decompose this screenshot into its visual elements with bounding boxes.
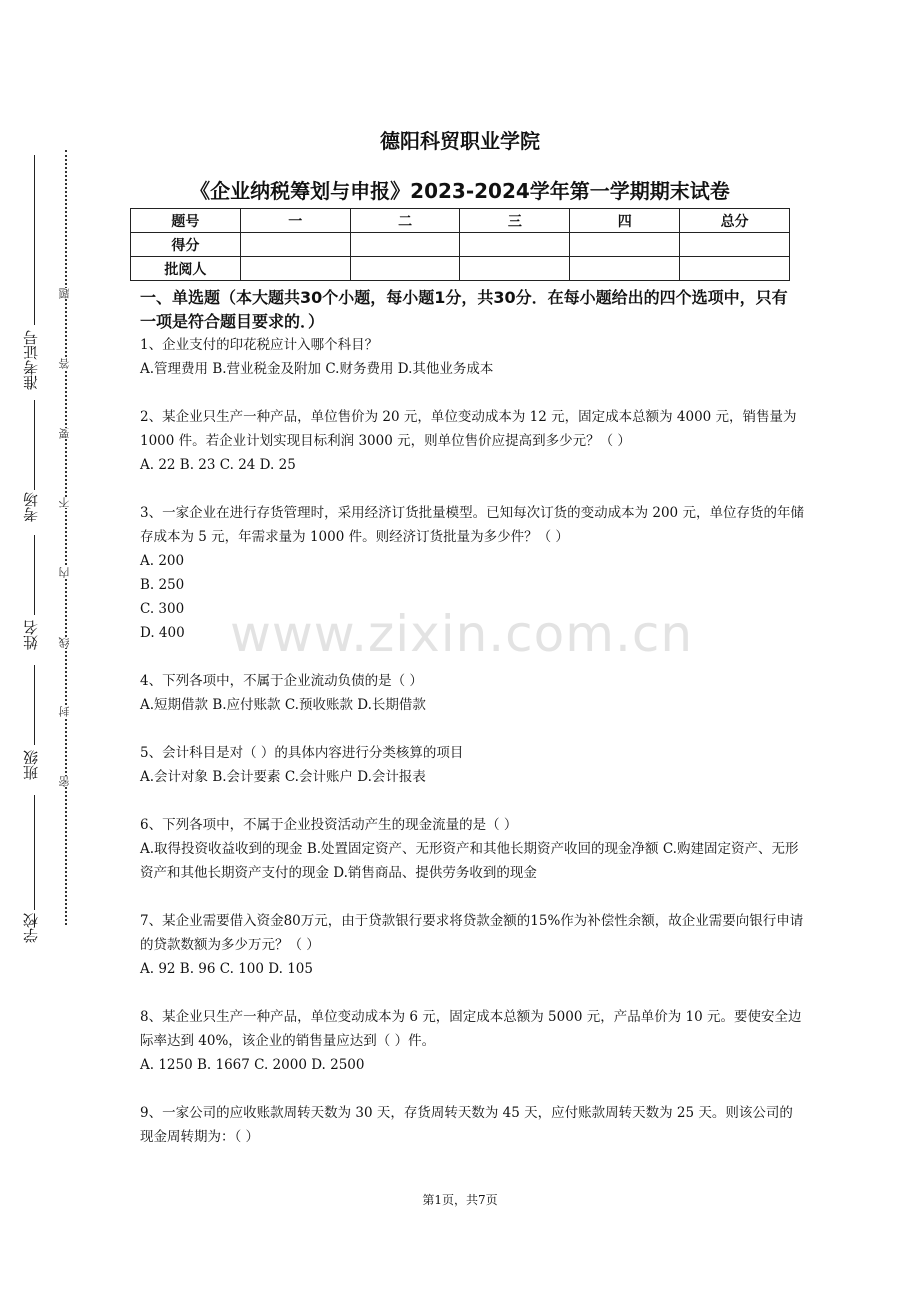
question-7	[140, 909, 804, 981]
question-option: C. 300	[140, 601, 185, 617]
seal-char: 内	[58, 567, 71, 578]
name-line	[34, 535, 35, 615]
question-stem: 5、会计科目是对（ ）的具体内容进行分类核算的项目	[140, 745, 464, 761]
question-stem: 7、某企业需要借入资金80万元，由于贷款银行要求将贷款金额的15%作为补偿性余额，故企业需要向银行申请的贷款数额为多少万元？（ ）	[140, 913, 804, 953]
school-title: 德阳科贸职业学院	[380, 129, 540, 153]
score-table-header: 四	[570, 209, 680, 233]
question-stem: 9、一家公司的应收账款周转天数为 30 天，存货周转天数为 45 天，应付账款周转天数为 25 天。则该公司的现金周转期为：（ ）	[140, 1105, 793, 1145]
question-stem: 8、某企业只生产一种产品，单位变动成本为 6 元，固定成本总额为 5000 元，产品单价为 10 元。要使安全边际率达到 40%，该企业的销售量应达到（ ）件。	[140, 1009, 802, 1049]
exam-room-label: 考场	[22, 492, 40, 522]
question-option: D. 400	[140, 625, 185, 641]
question-4	[140, 669, 804, 717]
seal-char: 题	[58, 288, 71, 299]
score-row-label: 得分	[131, 233, 241, 257]
question-9	[140, 1101, 804, 1149]
question-options: A.短期借款 B.应付账款 C.预收账款 D.长期借款	[140, 697, 426, 713]
seal-char: 线	[58, 637, 71, 648]
score-table-header: 总分	[680, 209, 790, 233]
question-stem: 2、某企业只生产一种产品，单位售价为 20 元，单位变动成本为 12 元，固定成本总额为 4000 元，销售量为 1000 件。若企业计划实现目标利润 3000 元，则单位售价应提高到多少元？（ ）	[140, 409, 797, 449]
score-cell	[570, 233, 680, 257]
grader-cell	[240, 257, 350, 281]
grader-cell	[570, 257, 680, 281]
question-options: A. 1250 B. 1667 C. 2000 D. 2500	[140, 1057, 365, 1073]
question-6	[140, 813, 804, 885]
exam-title: 《企业纳税筹划与申报》2023-2024学年第一学期期末试卷	[190, 179, 730, 203]
question-options: A.取得投资收益收到的现金 B.处置固定资产、无形资产和其他长期资产收回的现金净额 C.购建固定资产、无形资产和其他长期资产支付的现金 D.销售商品、提供劳务收到的现金	[140, 841, 799, 881]
question-stem: 3、一家企业在进行存货管理时，采用经济订货批量模型。已知每次订货的变动成本为 200 元，单位存货的年储存成本为 5 元，年需求量为 1000 件。则经济订货批量为多少件？（ ）	[140, 505, 804, 545]
grader-row-label: 批阅人	[131, 257, 241, 281]
seal-dotted-line	[65, 150, 67, 925]
grader-cell	[350, 257, 460, 281]
question-options: A.会计对象 B.会计要素 C.会计账户 D.会计报表	[140, 769, 426, 785]
exam-room-line	[34, 400, 35, 490]
grader-cell	[680, 257, 790, 281]
question-options: A. 92 B. 96 C. 100 D. 105	[140, 961, 313, 977]
seal-char: 不	[58, 497, 71, 508]
score-cell	[240, 233, 350, 257]
score-table-header-row	[131, 209, 790, 233]
score-table-header: 三	[460, 209, 570, 233]
grader-row	[131, 257, 790, 281]
score-cell	[350, 233, 460, 257]
section-heading: 一、单选题（本大题共30个小题，每小题1分，共30分．在每小题给出的四个选项中，只有一项是符合题目要求的．）	[140, 288, 788, 331]
question-stem: 4、下列各项中，不属于企业流动负债的是（ ）	[140, 673, 423, 689]
question-5	[140, 741, 804, 789]
question-stem: 6、下列各项中，不属于企业投资活动产生的现金流量的是（ ）	[140, 817, 518, 833]
class-label: 班级	[22, 750, 40, 780]
seal-char: 要	[58, 428, 71, 439]
page-number: 第1页，共7页	[422, 1193, 498, 1207]
score-table-header: 一	[240, 209, 350, 233]
grader-cell	[460, 257, 570, 281]
seal-char: 答	[58, 358, 71, 369]
question-8	[140, 1005, 804, 1077]
score-table	[130, 208, 790, 281]
school-label: 学校	[22, 913, 40, 943]
question-2	[140, 405, 804, 477]
score-row	[131, 233, 790, 257]
score-table-header: 题号	[131, 209, 241, 233]
question-list	[140, 333, 804, 1173]
student-name-label: 姓名	[22, 620, 40, 650]
watermark: www.zixin.com.cn	[230, 605, 694, 663]
question-options: A. 22 B. 23 C. 24 D. 25	[140, 457, 296, 473]
score-cell	[680, 233, 790, 257]
seal-char: 密	[58, 776, 71, 787]
school-line	[34, 795, 35, 910]
question-option: A. 200	[140, 553, 185, 569]
question-3	[140, 501, 804, 645]
question-option: B. 250	[140, 577, 185, 593]
question-stem: 1、企业支付的印花税应计入哪个科目？	[140, 337, 379, 353]
question-1	[140, 333, 804, 381]
seal-char: 封	[58, 706, 71, 717]
score-cell	[460, 233, 570, 257]
class-line	[34, 665, 35, 745]
question-options: A.管理费用 B.营业税金及附加 C.财务费用 D.其他业务成本	[140, 361, 494, 377]
admission-number-label: 准考证号	[22, 330, 40, 390]
score-table-header: 二	[350, 209, 460, 233]
